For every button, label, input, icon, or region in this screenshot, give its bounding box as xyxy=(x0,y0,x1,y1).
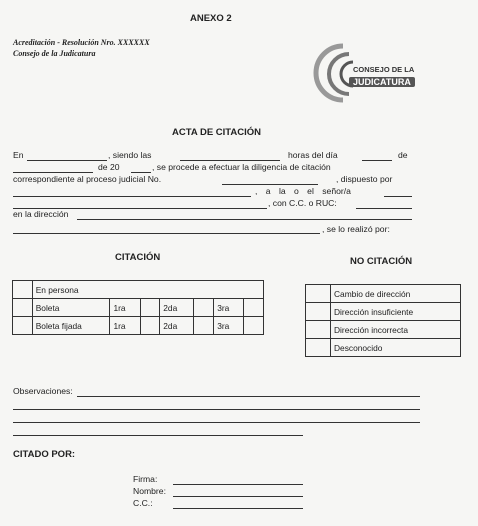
time-field[interactable] xyxy=(180,160,280,161)
text-se-procede: , se procede a efectuar la diligencia de citación xyxy=(152,162,331,172)
checkbox-boleta-2da[interactable] xyxy=(194,299,214,317)
year-field[interactable] xyxy=(131,172,151,173)
text-correspondiente: correspondiente al proceso judicial No. xyxy=(13,174,162,184)
no-citacion-table xyxy=(305,284,461,357)
accreditation-text: Acreditación - Resolución Nro. XXXXXX xyxy=(13,38,150,47)
cc-label: C.C.: xyxy=(133,498,153,508)
no-citacion-label: Cambio de dirección xyxy=(331,285,461,303)
no-citacion-label: Dirección insuficiente xyxy=(331,303,461,321)
citacion-heading: CITACIÓN xyxy=(115,252,161,263)
observaciones-line-4[interactable] xyxy=(13,435,303,436)
text-de-1: de xyxy=(398,150,408,160)
address-field-b[interactable] xyxy=(13,233,320,234)
month-field[interactable] xyxy=(13,172,93,173)
checkbox-boleta-fijada[interactable] xyxy=(13,317,33,335)
observaciones-line-1[interactable] xyxy=(77,396,420,397)
text-de-20: de 20 xyxy=(98,162,120,172)
checkbox-boleta-3ra[interactable] xyxy=(244,299,264,317)
cc-field[interactable] xyxy=(173,508,303,509)
annex-title: ANEXO 2 xyxy=(190,13,232,24)
logo-line1: CONSEJO DE LA xyxy=(353,65,415,74)
form-title: ACTA DE CITACIÓN xyxy=(172,127,262,138)
observaciones-line-3[interactable] xyxy=(13,422,420,423)
firma-label: Firma: xyxy=(133,474,158,484)
logo-emblem-icon xyxy=(303,38,433,110)
judicatura-logo xyxy=(303,38,433,110)
citado-por-heading: CITADO POR: xyxy=(13,449,76,460)
no-citacion-heading: NO CITACIÓN xyxy=(350,256,413,267)
text-dispuesto-por: , dispuesto por xyxy=(336,174,393,184)
checkbox-cambio-direccion[interactable] xyxy=(306,285,331,303)
citacion-label: En persona xyxy=(32,281,263,299)
day-field[interactable] xyxy=(362,160,392,161)
citacion-row-boleta-fijada xyxy=(13,317,264,335)
no-citacion-row xyxy=(306,285,461,303)
text-horas-del-dia: horas del día xyxy=(288,150,338,160)
ordered-by-field[interactable] xyxy=(13,196,251,197)
checkbox-fijada-2da[interactable] xyxy=(194,317,214,335)
observaciones-line-2[interactable] xyxy=(13,409,420,410)
no-citacion-row xyxy=(306,303,461,321)
checkbox-direccion-insuficiente[interactable] xyxy=(306,303,331,321)
case-number-field[interactable] xyxy=(222,184,318,185)
text-a-la-o-el: , a la o el señor/a xyxy=(255,186,351,196)
text-con-cc: , con C.C. o RUC: xyxy=(268,198,337,208)
address-field-a[interactable] xyxy=(77,219,412,220)
no-citacion-label: Desconocido xyxy=(331,339,461,357)
option-2da: 2da xyxy=(160,317,194,335)
text-se-lo-realizo: , se lo realizó por: xyxy=(322,224,390,234)
text-siendo-las: , siendo las xyxy=(108,150,152,160)
firma-field[interactable] xyxy=(173,484,303,485)
place-field[interactable] xyxy=(27,160,107,161)
citacion-label: Boleta fijada xyxy=(32,317,110,335)
checkbox-fijada-1ra[interactable] xyxy=(140,317,160,335)
checkbox-desconocido[interactable] xyxy=(306,339,331,357)
citacion-label: Boleta xyxy=(32,299,110,317)
checkbox-fijada-3ra[interactable] xyxy=(244,317,264,335)
option-1ra: 1ra xyxy=(110,299,140,317)
observaciones-label: Observaciones: xyxy=(13,386,73,396)
checkbox-boleta-1ra[interactable] xyxy=(140,299,160,317)
text-en-la-direccion: en la dirección xyxy=(13,209,69,219)
id-field[interactable] xyxy=(356,208,412,209)
text-en: En xyxy=(13,150,24,160)
no-citacion-row xyxy=(306,321,461,339)
nombre-field[interactable] xyxy=(173,496,303,497)
checkbox-direccion-incorrecta[interactable] xyxy=(306,321,331,339)
no-citacion-label: Dirección incorrecta xyxy=(331,321,461,339)
citacion-table xyxy=(12,280,264,335)
citacion-row-boleta xyxy=(13,299,264,317)
no-citacion-row xyxy=(306,339,461,357)
citacion-row-en-persona xyxy=(13,281,264,299)
checkbox-en-persona[interactable] xyxy=(13,281,33,299)
option-3ra: 3ra xyxy=(214,299,244,317)
council-text: Consejo de la Judicatura xyxy=(13,49,96,58)
option-2da: 2da xyxy=(160,299,194,317)
logo-line2: JUDICATURA xyxy=(349,77,415,87)
nombre-label: Nombre: xyxy=(133,486,166,496)
checkbox-boleta[interactable] xyxy=(13,299,33,317)
person-field-a[interactable] xyxy=(384,196,412,197)
option-1ra: 1ra xyxy=(110,317,140,335)
option-3ra: 3ra xyxy=(214,317,244,335)
